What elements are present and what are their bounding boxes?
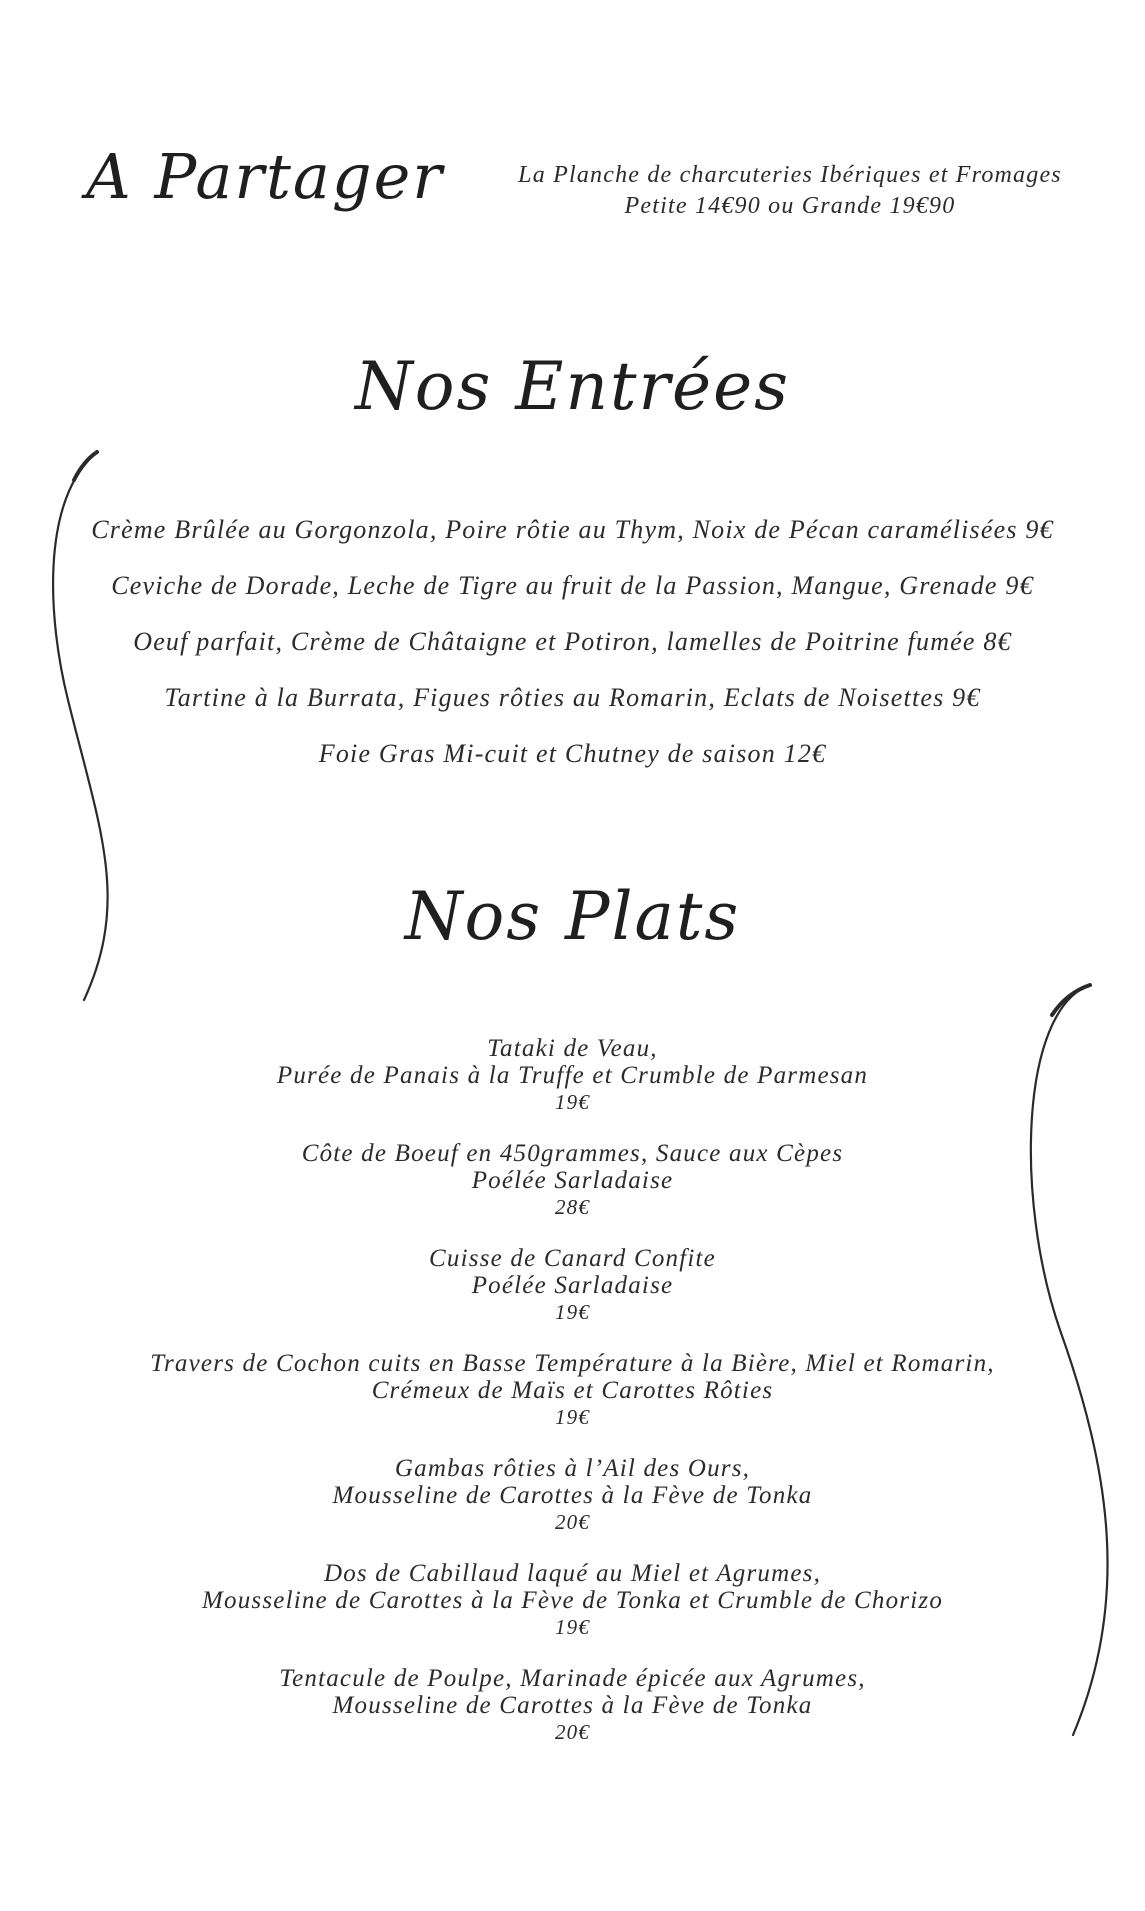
entrees-list xyxy=(0,502,1145,782)
plat-description: Poélée Sarladaise xyxy=(471,1272,674,1299)
share-section-title: A Partager xyxy=(86,140,444,213)
plat-description: Purée de Panais à la Truffe et Crumble de Parmesan xyxy=(276,1062,869,1089)
plat-name: Cuisse de Canard Confite xyxy=(429,1245,716,1272)
entree-item: Ceviche de Dorade, Leche de Tigre au fruit de la Passion, Mangue, Grenade 9€ xyxy=(111,571,1034,600)
entree-item: Foie Gras Mi-cuit et Chutney de saison 12€ xyxy=(318,739,827,768)
plat-name: Côte de Boeuf en 450grammes, Sauce aux Cèpes xyxy=(301,1140,844,1167)
plat-price: 19€ xyxy=(554,1090,591,1114)
plat-item xyxy=(0,1035,1145,1116)
plat-name: Tataki de Veau, xyxy=(487,1035,658,1062)
plat-price: 20€ xyxy=(554,1510,591,1534)
plat-description: Crémeux de Maïs et Carottes Rôties xyxy=(371,1377,774,1404)
plat-description: Poélée Sarladaise xyxy=(471,1167,674,1194)
plat-name: Dos de Cabillaud laqué au Miel et Agrumes, xyxy=(323,1560,822,1587)
entrees-section-title: Nos Entrées xyxy=(354,348,791,425)
plat-price: 19€ xyxy=(554,1405,591,1429)
plat-price: 19€ xyxy=(554,1615,591,1639)
plat-item xyxy=(0,1455,1145,1536)
plat-item xyxy=(0,1245,1145,1326)
plat-name: Gambas rôties à l’Ail des Ours, xyxy=(394,1455,751,1482)
entree-item: Crème Brûlée au Gorgonzola, Poire rôtie au Thym, Noix de Pécan caramélisées 9€ xyxy=(91,515,1054,544)
share-description xyxy=(490,160,1090,222)
plat-item xyxy=(0,1140,1145,1221)
plat-price: 19€ xyxy=(554,1300,591,1324)
plat-description: Mousseline de Carottes à la Fève de Tonka xyxy=(332,1482,813,1509)
plat-item xyxy=(0,1350,1145,1431)
plats-list xyxy=(0,1035,1145,1770)
plat-item xyxy=(0,1665,1145,1746)
plat-price: 28€ xyxy=(554,1195,591,1219)
share-line-1: La Planche de charcuteries Ibériques et Fromages xyxy=(518,162,1062,188)
plats-section-title: Nos Plats xyxy=(404,878,741,955)
plat-item xyxy=(0,1560,1145,1641)
plat-description: Mousseline de Carottes à la Fève de Tonka et Crumble de Chorizo xyxy=(201,1587,944,1614)
share-line-2: Petite 14€90 ou Grande 19€90 xyxy=(624,193,956,219)
entree-item: Oeuf parfait, Crème de Châtaigne et Potiron, lamelles de Poitrine fumée 8€ xyxy=(133,627,1012,656)
plat-name: Travers de Cochon cuits en Basse Température à la Bière, Miel et Romarin, xyxy=(150,1350,995,1377)
entree-item: Tartine à la Burrata, Figues rôties au Romarin, Eclats de Noisettes 9€ xyxy=(164,683,981,712)
plat-price: 20€ xyxy=(554,1720,591,1744)
plat-name: Tentacule de Poulpe, Marinade épicée aux Agrumes, xyxy=(279,1665,866,1692)
plat-description: Mousseline de Carottes à la Fève de Tonka xyxy=(332,1692,813,1719)
